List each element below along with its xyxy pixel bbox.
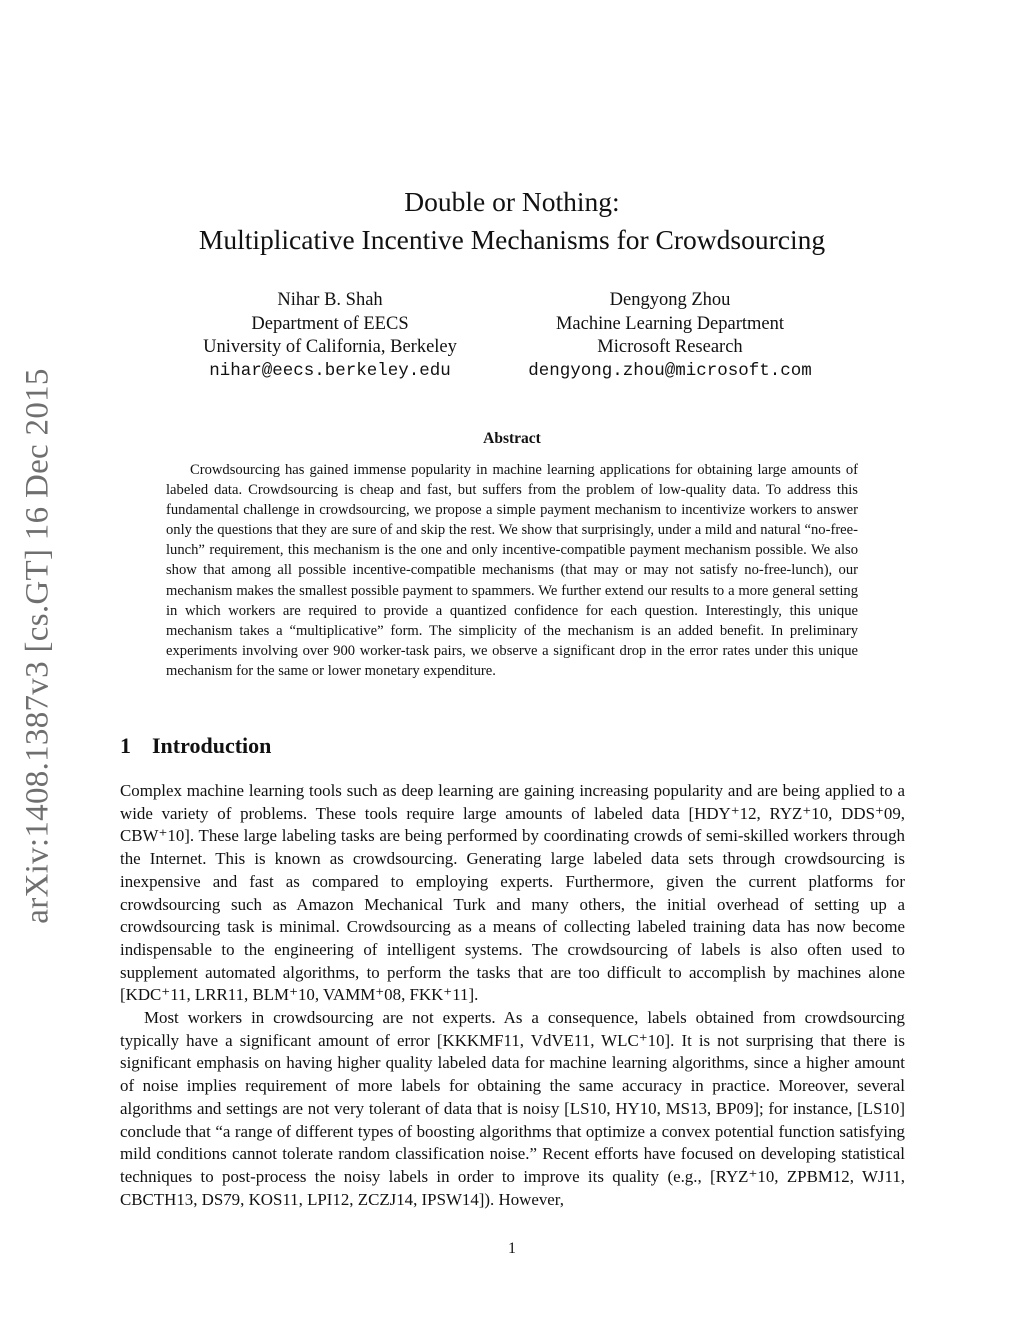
section-number: 1	[120, 733, 131, 758]
body-paragraph: Complex machine learning tools such as deep learning are gaining increasing popularity and are being applied to a wide variety of problems. These tools require large amounts of labeled data [HDY⁺12, RYZ⁺10, DDS⁺09, CBW⁺10]. These large labeling tasks are being performed by coordinating crowds of semi-skilled workers through the Internet. This is known as crowdsourcing. Generating large labeled data sets through crowdsourcing is inexpensive and fast as compared to employing experts. Furthermore, given the current platforms for crowdsourcing such as Amazon Mechanical Turk and many others, the initial overhead of setting up a crowdsourcing task is minimal. Crowdsourcing as a means of collecting labeled training data has now become indispensable to the engineering of intelligent systems. The crowdsourcing of labels is also often used to supplement automated algorithms, to perform the tasks that are too difficult to accomplish by machines alone [KDC⁺11, LRR11, BLM⁺10, VAMM⁺08, FKK⁺11].	[120, 781, 905, 1005]
paper-title-line-1: Double or Nothing:	[404, 186, 620, 217]
body-paragraph: Most workers in crowdsourcing are not experts. As a consequence, labels obtained from crowdsourcing typically have a significant amount of error [KKKMF11, VdVE11, WLC⁺10]. It is not surprising that there is significant emphasis on having higher quality labeled data for machine learning algorithms, since a higher amount of noise implies requirement of more labels for obtaining the same accuracy in practice. Moreover, several algorithms and settings are not very tolerant of data that is noisy [LS10, HY10, MS13, BP09]; for instance, [LS10] conclude that “a range of different types of boosting algorithms that optimize a convex potential function satisfying mild conditions cannot tolerate random classification noise.” Recent efforts have focused on developing statistical techniques to post-process the noisy labels in order to improve its quality (e.g., [RYZ⁺10, ZPBM12, WJ11, CBCTH13, DS79, KOS11, LPI12, ZCZJ14, IPSW14]). However,	[120, 1008, 905, 1209]
author-block-1	[160, 289, 500, 383]
arxiv-identifier: arXiv:1408.1387v3 [cs.GT] 16 Dec 2015	[19, 368, 56, 924]
author-name: Nihar B. Shah	[277, 290, 383, 310]
section-heading	[120, 733, 271, 759]
author-block-2	[490, 289, 850, 383]
author-email: dengyong.zhou@microsoft.com	[528, 360, 812, 381]
author-affiliation: University of California, Berkeley	[203, 337, 457, 357]
author-department: Department of EECS	[251, 313, 409, 334]
author-department: Machine Learning Department	[555, 313, 785, 334]
paper-title	[0, 183, 1024, 259]
introduction-body	[120, 780, 905, 1211]
author-email: nihar@eecs.berkeley.edu	[209, 360, 451, 381]
author-name: Dengyong Zhou	[609, 290, 731, 310]
author-affiliation: Microsoft Research	[597, 337, 743, 357]
abstract-heading: Abstract	[483, 430, 541, 447]
abstract-text: Crowdsourcing has gained immense popularity in machine learning applications for obtaining large amounts of labeled data. Crowdsourcing is cheap and fast, but suffers from the problem of low-quality data. To address this fundamental challenge in crowdsourcing, we propose a simple payment mechanism to incentivize workers to answer only the questions that they are sure of and skip the rest. We show that surprisingly, under a mild and natural “no-free-lunch” requirement, this mechanism is the one and only incentive-compatible payment mechanism possible. We also show that among all possible incentive-compatible mechanisms (that may or may not satisfy no-free-lunch), our mechanism makes the smallest possible payment to spammers. We further extend our results to a more general setting in which workers are required to provide a quantized confidence for each question. Interestingly, this unique mechanism takes a “multiplicative” form. The simplicity of the mechanism is an added benefit. In preliminary experiments involving over 900 worker-task pairs, we observe a significant drop in the error rates under this unique mechanism for the same or lower monetary expenditure.	[166, 462, 858, 679]
section-title: Introduction	[152, 733, 272, 758]
page-number: 1	[508, 1240, 516, 1257]
paper-title-line-2: Multiplicative Incentive Mechanisms for Crowdsourcing	[198, 224, 826, 255]
